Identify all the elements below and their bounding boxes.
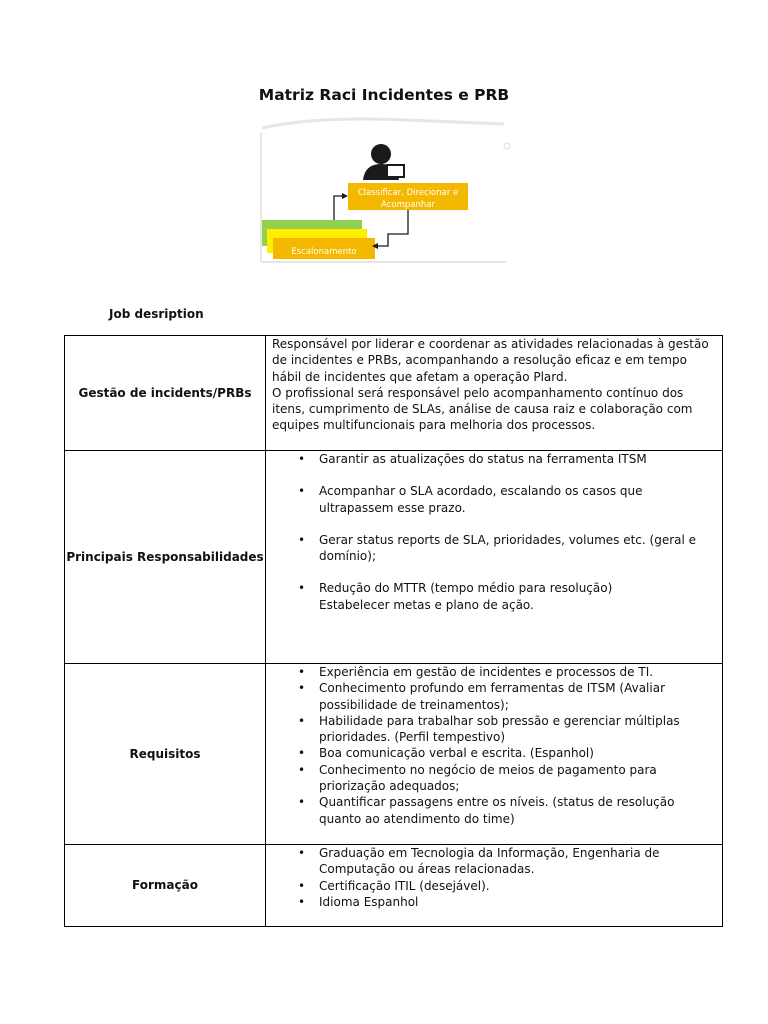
row-label-formacao: Formação [65, 845, 266, 927]
list-item: • Conhecimento profundo em ferramentas de ITSM (Avaliar possibilidade de treinamentos); [272, 680, 716, 713]
list-item: • Habilidade para trabalhar sob pressão e gerenciar múltiplas prioridades. (Perfil tempestivo) [272, 713, 716, 746]
paragraph: Responsável por liderar e coordenar as atividades relacionadas à gestão de incidentes e PRBs, acompanhando a resolução eficaz e em tempo hábil de incidentes que afetam a operação Plard. [272, 337, 709, 384]
row-content-requisitos [266, 664, 723, 845]
list-item: • Garantir as atualizações do status na ferramenta ITSM [272, 451, 716, 467]
row-content-responsabilidades [266, 451, 723, 664]
list-item: • Gerar status reports de SLA, prioridades, volumes etc. (geral e domínio); [272, 532, 716, 565]
document-title: Matriz Raci Incidentes e PRB [258, 86, 510, 104]
row-label-responsabilidades: Principais Responsabilidades [65, 451, 266, 664]
list-item: • Boa comunicação verbal e escrita. (Espanhol) [272, 745, 716, 761]
row-label-gestao: Gestão de incidents/PRBs [65, 336, 266, 451]
table-row [65, 664, 723, 845]
raci-diagram [256, 116, 514, 270]
list-item: • Quantificar passagens entre os níveis. (status de resolução quanto ao atendimento do time) [272, 794, 716, 827]
bullet-list [272, 664, 716, 827]
classify-box-label-1: Classificar, Direcionar e [357, 188, 459, 198]
arrow-up [334, 196, 346, 220]
list-item: • Conhecimento no negócio de meios de pagamento para priorização adequados; [272, 762, 716, 795]
paragraph: O profissional será responsável pelo acompanhamento contínuo dos itens, cumprimento de SLAs, análise de causa raiz e colaboração com equipes multifuncionais para melhoria dos processos. [272, 385, 693, 433]
bullet-list [272, 451, 716, 597]
row-label-requisitos: Requisitos [65, 664, 266, 845]
row-content-gestao [266, 336, 723, 451]
job-description-table [64, 335, 723, 927]
bullet-list [272, 845, 716, 910]
list-item: • Experiência em gestão de incidentes e processos de TI. [272, 664, 716, 680]
section-title: Job desription [109, 307, 204, 321]
sub-line: Estabelecer metas e plano de ação. [319, 597, 534, 612]
list-item: • Redução do MTTR (tempo médio para resolução) [272, 580, 716, 596]
classify-box-label-2: Acompanhar [381, 200, 435, 210]
list-item: • Certificação ITIL (desejável). [272, 878, 716, 894]
list-item: • Acompanhar o SLA acordado, escalando os casos que ultrapassem esse prazo. [272, 483, 716, 516]
arrow-down [375, 210, 408, 246]
table-row [65, 336, 723, 451]
table-row [65, 451, 723, 664]
table-row [65, 845, 723, 927]
list-item: • Idioma Espanhol [272, 894, 716, 910]
monitor-icon [387, 165, 404, 180]
row-content-formacao [266, 845, 723, 927]
escalation-box-label: Escalonamento [291, 247, 357, 257]
list-item: • Graduação em Tecnologia da Informação, Engenharia de Computação ou áreas relacionadas. [272, 845, 716, 878]
